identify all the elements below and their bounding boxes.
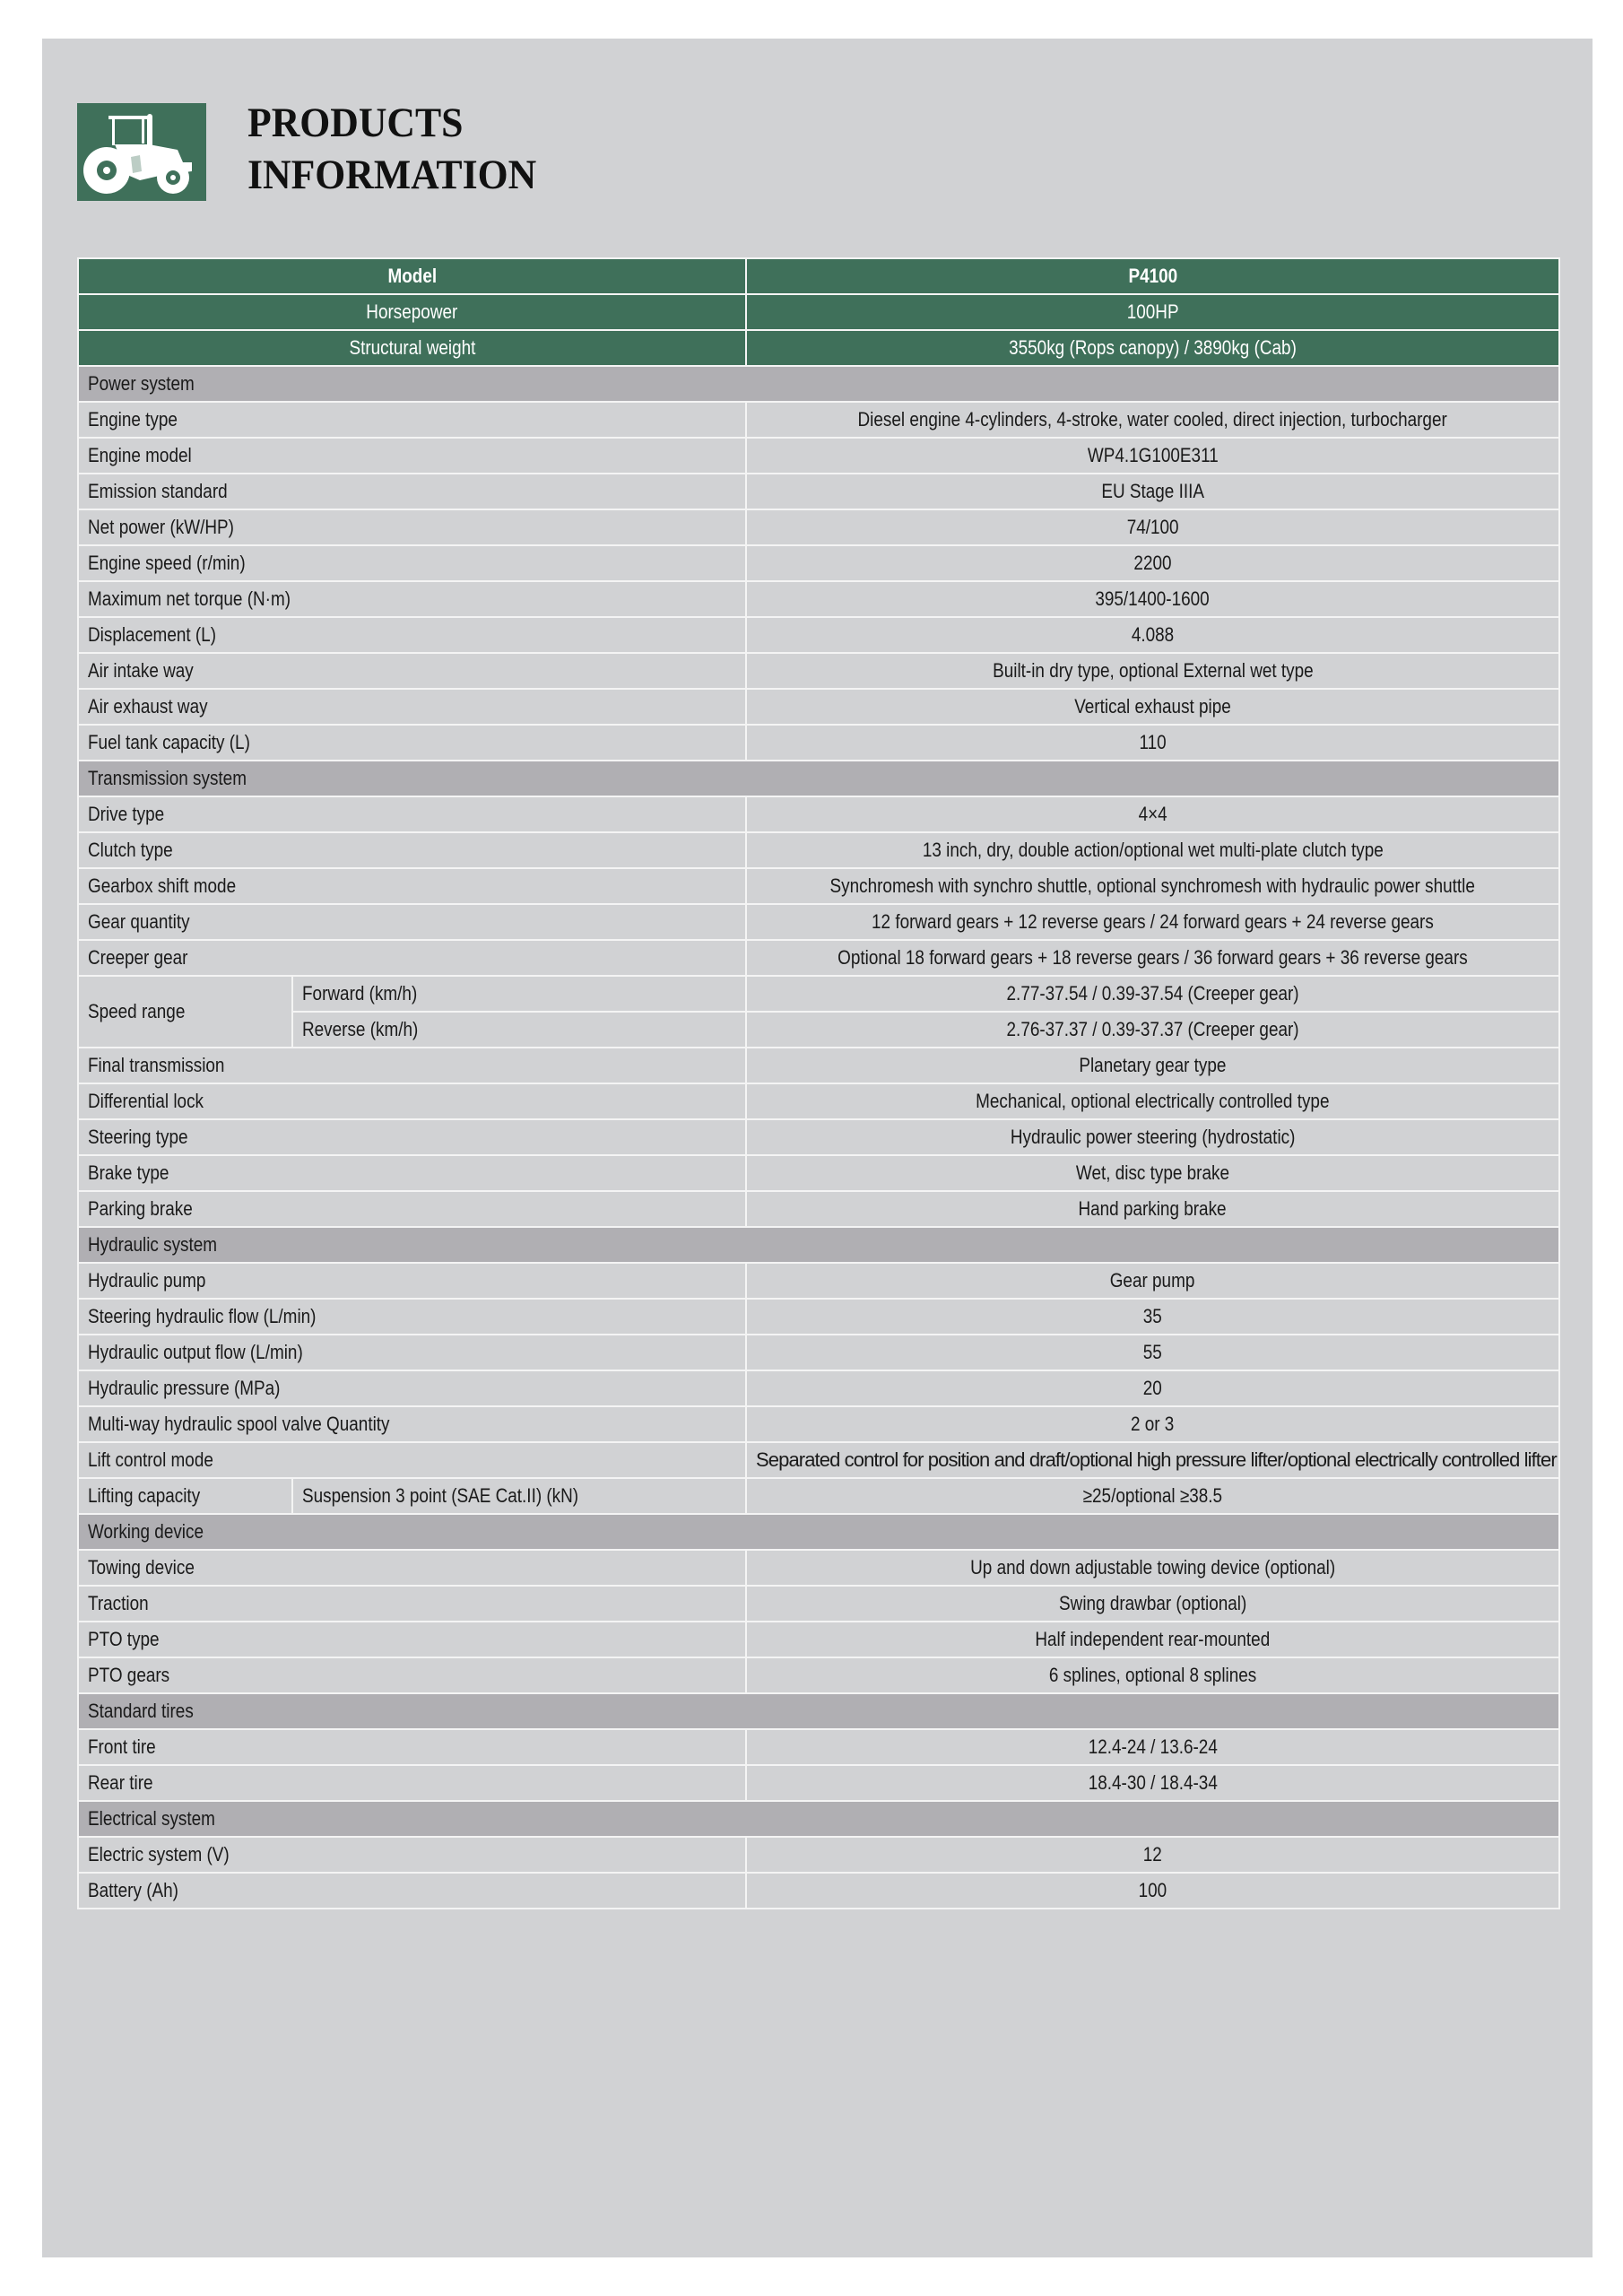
section-title: Standard tires (78, 1693, 1559, 1729)
row-label: Towing device (78, 1550, 746, 1586)
model-label: Model (78, 258, 746, 294)
row-value: 2200 (746, 545, 1559, 581)
row-label: Traction (78, 1586, 746, 1622)
row-value: 55 (746, 1335, 1559, 1370)
table-row (78, 689, 1559, 725)
row-value: Swing drawbar (optional) (746, 1586, 1559, 1622)
table-row (78, 438, 1559, 474)
table-header-row (78, 294, 1559, 330)
table-row (78, 581, 1559, 617)
table-row (78, 725, 1559, 761)
table-row (78, 1765, 1559, 1801)
row-label: Steering hydraulic flow (L/min) (78, 1299, 746, 1335)
row-value: Up and down adjustable towing device (optional) (746, 1550, 1559, 1586)
table-row (78, 1119, 1559, 1155)
row-label: Drive type (78, 796, 746, 832)
table-row (78, 1048, 1559, 1083)
row-value: 4.088 (746, 617, 1559, 653)
table-row (78, 509, 1559, 545)
row-value: Diesel engine 4-cylinders, 4-stroke, water cooled, direct injection, turbocharger (746, 402, 1559, 438)
structural-weight-label: Structural weight (78, 330, 746, 366)
table-row (78, 1263, 1559, 1299)
section-title: Power system (78, 366, 1559, 402)
row-label: Creeper gear (78, 940, 746, 976)
table-row (78, 1335, 1559, 1370)
row-sublabel: Suspension 3 point (SAE Cat.II) (kN) (292, 1478, 746, 1514)
row-value: Planetary gear type (746, 1048, 1559, 1083)
table-row (78, 653, 1559, 689)
horsepower-value: 100HP (746, 294, 1559, 330)
row-value: Optional 18 forward gears + 18 reverse gears / 36 forward gears + 36 reverse gears (746, 940, 1559, 976)
section-title: Electrical system (78, 1801, 1559, 1837)
row-value: Vertical exhaust pipe (746, 689, 1559, 725)
row-value: 12 forward gears + 12 reverse gears / 24 forward gears + 24 reverse gears (746, 904, 1559, 940)
table-row-lift-control (78, 1442, 1559, 1478)
row-value: 2.76-37.37 / 0.39-37.37 (Creeper gear) (746, 1012, 1559, 1048)
row-label: Battery (Ah) (78, 1873, 746, 1909)
table-row (78, 1155, 1559, 1191)
section-row-working-device (78, 1514, 1559, 1550)
row-value: Hand parking brake (746, 1191, 1559, 1227)
table-row (78, 545, 1559, 581)
table-row-speed-reverse (78, 1012, 1559, 1048)
table-row (78, 1622, 1559, 1657)
table-row (78, 832, 1559, 868)
row-value: Gear pump (746, 1263, 1559, 1299)
table-row (78, 402, 1559, 438)
row-sublabel: Forward (km/h) (292, 976, 746, 1012)
row-label: Displacement (L) (78, 617, 746, 653)
section-row-hydraulic-system (78, 1227, 1559, 1263)
row-value: Separated control for position and draft/optional high pressure lifter/optional electrically controlled lifter (746, 1442, 1559, 1478)
row-label: Final transmission (78, 1048, 746, 1083)
row-label: Rear tire (78, 1765, 746, 1801)
speed-range-label: Speed range (78, 976, 292, 1048)
table-row (78, 904, 1559, 940)
table-row (78, 1550, 1559, 1586)
table-row (78, 1873, 1559, 1909)
title-line-2: INFORMATION (247, 152, 537, 198)
row-value: Mechanical, optional electrically controlled type (746, 1083, 1559, 1119)
table-row (78, 1657, 1559, 1693)
row-sublabel: Reverse (km/h) (292, 1012, 746, 1048)
section-title: Working device (78, 1514, 1559, 1550)
section-title: Hydraulic system (78, 1227, 1559, 1263)
row-value: 12.4-24 / 13.6-24 (746, 1729, 1559, 1765)
section-title: Transmission system (78, 761, 1559, 796)
section-row-standard-tires (78, 1693, 1559, 1729)
page-title (247, 97, 536, 201)
row-value: 2 or 3 (746, 1406, 1559, 1442)
row-value: Synchromesh with synchro shuttle, optional synchromesh with hydraulic power shuttle (746, 868, 1559, 904)
table-row (78, 1083, 1559, 1119)
row-label: Engine type (78, 402, 746, 438)
row-value: 110 (746, 725, 1559, 761)
row-value: 395/1400-1600 (746, 581, 1559, 617)
structural-weight-value: 3550kg (Rops canopy) / 3890kg (Cab) (746, 330, 1559, 366)
table-row-speed-forward (78, 976, 1559, 1012)
row-label: Engine speed (r/min) (78, 545, 746, 581)
row-label: Lift control mode (78, 1442, 746, 1478)
row-value: 100 (746, 1873, 1559, 1909)
section-row-electrical-system (78, 1801, 1559, 1837)
row-label: Electric system (V) (78, 1837, 746, 1873)
lifting-capacity-label: Lifting capacity (78, 1478, 292, 1514)
table-row (78, 1191, 1559, 1227)
row-value: 20 (746, 1370, 1559, 1406)
table-row (78, 796, 1559, 832)
table-row (78, 617, 1559, 653)
row-label: PTO type (78, 1622, 746, 1657)
table-row (78, 940, 1559, 976)
table-header-row (78, 330, 1559, 366)
table-row (78, 868, 1559, 904)
table-row (78, 1586, 1559, 1622)
table-row (78, 1370, 1559, 1406)
row-label: Hydraulic output flow (L/min) (78, 1335, 746, 1370)
section-row-power-system (78, 366, 1559, 402)
row-label: PTO gears (78, 1657, 746, 1693)
table-header-row (78, 258, 1559, 294)
row-value: 2.77-37.54 / 0.39-37.54 (Creeper gear) (746, 976, 1559, 1012)
row-value: ≥25/optional ≥38.5 (746, 1478, 1559, 1514)
row-value: 13 inch, dry, double action/optional wet multi-plate clutch type (746, 832, 1559, 868)
row-value: 35 (746, 1299, 1559, 1335)
spec-table (77, 257, 1560, 1909)
row-label: Clutch type (78, 832, 746, 868)
table-row-lifting-capacity (78, 1478, 1559, 1514)
row-value: 18.4-30 / 18.4-34 (746, 1765, 1559, 1801)
row-label: Hydraulic pressure (MPa) (78, 1370, 746, 1406)
row-label: Fuel tank capacity (L) (78, 725, 746, 761)
row-label: Gear quantity (78, 904, 746, 940)
row-value: WP4.1G100E311 (746, 438, 1559, 474)
row-label: Net power (kW/HP) (78, 509, 746, 545)
section-row-transmission-system (78, 761, 1559, 796)
row-label: Parking brake (78, 1191, 746, 1227)
table-row (78, 474, 1559, 509)
title-line-1: PRODUCTS (247, 100, 464, 146)
horsepower-label: Horsepower (78, 294, 746, 330)
row-label: Emission standard (78, 474, 746, 509)
row-value: Half independent rear-mounted (746, 1622, 1559, 1657)
row-value: 4×4 (746, 796, 1559, 832)
row-value: 74/100 (746, 509, 1559, 545)
table-row (78, 1406, 1559, 1442)
row-value: 12 (746, 1837, 1559, 1873)
row-label: Air intake way (78, 653, 746, 689)
row-label: Multi-way hydraulic spool valve Quantity (78, 1406, 746, 1442)
table-row (78, 1729, 1559, 1765)
row-value: Built-in dry type, optional External wet type (746, 653, 1559, 689)
row-label: Front tire (78, 1729, 746, 1765)
row-label: Maximum net torque (N·m) (78, 581, 746, 617)
row-value: Hydraulic power steering (hydrostatic) (746, 1119, 1559, 1155)
tractor-icon (77, 103, 206, 201)
row-value: EU Stage IIIA (746, 474, 1559, 509)
table-row (78, 1299, 1559, 1335)
row-value: 6 splines, optional 8 splines (746, 1657, 1559, 1693)
row-label: Brake type (78, 1155, 746, 1191)
row-label: Air exhaust way (78, 689, 746, 725)
row-label: Steering type (78, 1119, 746, 1155)
table-row (78, 1837, 1559, 1873)
row-label: Gearbox shift mode (78, 868, 746, 904)
row-label: Engine model (78, 438, 746, 474)
model-value: P4100 (746, 258, 1559, 294)
row-value: Wet, disc type brake (746, 1155, 1559, 1191)
row-label: Differential lock (78, 1083, 746, 1119)
row-label: Hydraulic pump (78, 1263, 746, 1299)
